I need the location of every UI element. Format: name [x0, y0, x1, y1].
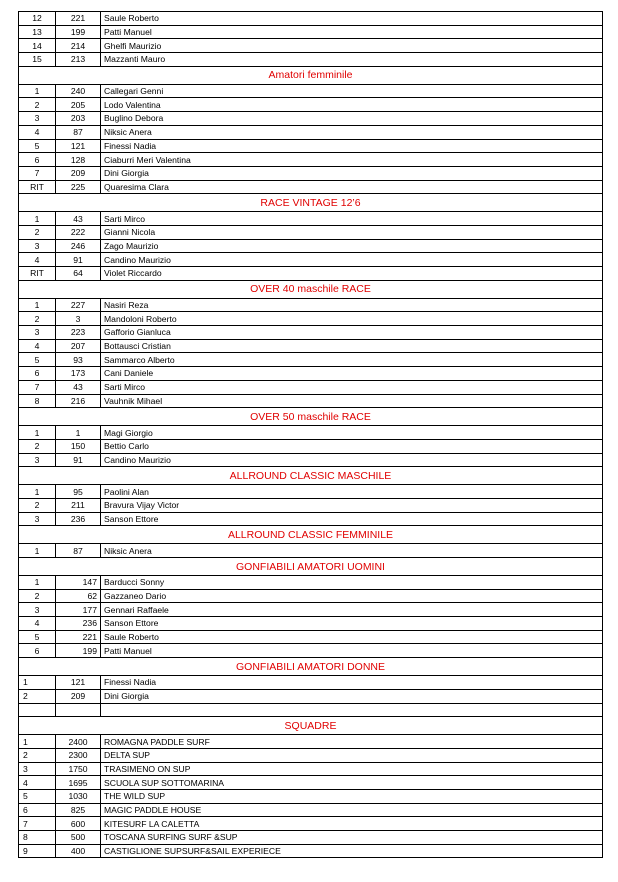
- table-row: [19, 644, 603, 658]
- table-row: [19, 426, 603, 440]
- rank-cell: 7: [19, 166, 56, 180]
- rank-cell: 1: [19, 485, 56, 499]
- rank-cell: 7: [19, 380, 56, 394]
- athlete-name-cell: Gazzaneo Dario: [101, 589, 603, 603]
- table-row: [19, 225, 603, 239]
- rank-cell: 4: [19, 776, 56, 790]
- athlete-name-cell: Paolini Alan: [101, 485, 603, 499]
- blank-row: [19, 703, 603, 717]
- bib-number-cell: 209: [56, 689, 101, 703]
- bib-number-cell: 128: [56, 153, 101, 167]
- rank-cell: 3: [19, 326, 56, 340]
- section-title: RACE VINTAGE 12’6: [19, 194, 603, 212]
- athlete-name-cell: Gianni Nicola: [101, 225, 603, 239]
- bib-number-cell: 199: [56, 25, 101, 39]
- table-row: [19, 748, 603, 762]
- rank-cell: 2: [19, 689, 56, 703]
- rank-cell: 4: [19, 617, 56, 631]
- bib-number-cell: 216: [56, 394, 101, 408]
- table-row: [19, 485, 603, 499]
- athlete-name-cell: Patti Manuel: [101, 644, 603, 658]
- results-table: [18, 11, 603, 858]
- athlete-name-cell: Bottausci Cristian: [101, 339, 603, 353]
- bib-number-cell: 64: [56, 267, 101, 281]
- rank-cell: 8: [19, 831, 56, 845]
- athlete-name-cell: Candino Maurizio: [101, 453, 603, 467]
- rank-cell: 8: [19, 394, 56, 408]
- rank-cell: 4: [19, 125, 56, 139]
- table-row: [19, 380, 603, 394]
- athlete-name-cell: Cani Daniele: [101, 367, 603, 381]
- bib-number-cell: 1030: [56, 789, 101, 803]
- athlete-name-cell: Ghelfi Maurizio: [101, 39, 603, 53]
- bib-number-cell: 43: [56, 212, 101, 226]
- bib-number-cell: 147: [56, 576, 101, 590]
- empty-cell: [56, 703, 101, 717]
- bib-number-cell: 121: [56, 139, 101, 153]
- table-row: [19, 39, 603, 53]
- section-title: SQUADRE: [19, 717, 603, 735]
- rank-cell: RIT: [19, 267, 56, 281]
- table-row: [19, 12, 603, 26]
- athlete-name-cell: Gennari Raffaele: [101, 603, 603, 617]
- table-row: [19, 153, 603, 167]
- athlete-name-cell: Zago Maurizio: [101, 239, 603, 253]
- bib-number-cell: 211: [56, 498, 101, 512]
- table-row: [19, 617, 603, 631]
- athlete-name-cell: Sanson Ettore: [101, 617, 603, 631]
- bib-number-cell: 600: [56, 817, 101, 831]
- table-row: [19, 353, 603, 367]
- rank-cell: 3: [19, 112, 56, 126]
- athlete-name-cell: Quaresima Clara: [101, 180, 603, 194]
- athlete-name-cell: TOSCANA SURFING SURF &SUP: [101, 831, 603, 845]
- table-row: [19, 498, 603, 512]
- bib-number-cell: 2300: [56, 748, 101, 762]
- athlete-name-cell: Vauhnik Mihael: [101, 394, 603, 408]
- bib-number-cell: 236: [56, 617, 101, 631]
- athlete-name-cell: Callegari Genni: [101, 84, 603, 98]
- rank-cell: 2: [19, 748, 56, 762]
- athlete-name-cell: Dini Giorgia: [101, 166, 603, 180]
- table-row: [19, 689, 603, 703]
- table-row: [19, 339, 603, 353]
- athlete-name-cell: CASTIGLIONE SUPSURF&SAIL EXPERIECE: [101, 844, 603, 858]
- rank-cell: 7: [19, 817, 56, 831]
- table-row: [19, 735, 603, 749]
- rank-cell: 1: [19, 676, 56, 690]
- rank-cell: 2: [19, 312, 56, 326]
- section-header: [19, 526, 603, 544]
- bib-number-cell: 177: [56, 603, 101, 617]
- bib-number-cell: 221: [56, 630, 101, 644]
- athlete-name-cell: Bravura Vijay Victor: [101, 498, 603, 512]
- table-row: [19, 630, 603, 644]
- bib-number-cell: 825: [56, 803, 101, 817]
- section-header: [19, 467, 603, 485]
- athlete-name-cell: Dini Giorgia: [101, 689, 603, 703]
- bib-number-cell: 240: [56, 84, 101, 98]
- athlete-name-cell: DELTA SUP: [101, 748, 603, 762]
- table-row: [19, 25, 603, 39]
- athlete-name-cell: Sarti Mirco: [101, 212, 603, 226]
- section-title: ALLROUND CLASSIC MASCHILE: [19, 467, 603, 485]
- bib-number-cell: 213: [56, 53, 101, 67]
- bib-number-cell: 221: [56, 12, 101, 26]
- rank-cell: 3: [19, 453, 56, 467]
- rank-cell: 13: [19, 25, 56, 39]
- rank-cell: 1: [19, 212, 56, 226]
- table-row: [19, 589, 603, 603]
- table-row: [19, 312, 603, 326]
- athlete-name-cell: Niksic Anera: [101, 544, 603, 558]
- athlete-name-cell: Sammarco Alberto: [101, 353, 603, 367]
- table-row: [19, 831, 603, 845]
- bib-number-cell: 222: [56, 225, 101, 239]
- rank-cell: 4: [19, 253, 56, 267]
- athlete-name-cell: Sarti Mirco: [101, 380, 603, 394]
- rank-cell: 1: [19, 84, 56, 98]
- rank-cell: 6: [19, 803, 56, 817]
- athlete-name-cell: Violet Riccardo: [101, 267, 603, 281]
- bib-number-cell: 500: [56, 831, 101, 845]
- athlete-name-cell: Bettio Carlo: [101, 439, 603, 453]
- table-row: [19, 803, 603, 817]
- results-sheet: [18, 11, 603, 858]
- bib-number-cell: 62: [56, 589, 101, 603]
- rank-cell: 5: [19, 630, 56, 644]
- section-header: [19, 280, 603, 298]
- bib-number-cell: 2400: [56, 735, 101, 749]
- athlete-name-cell: Nasiri Reza: [101, 298, 603, 312]
- rank-cell: 3: [19, 239, 56, 253]
- athlete-name-cell: Ciaburri Meri Valentina: [101, 153, 603, 167]
- rank-cell: 4: [19, 339, 56, 353]
- rank-cell: RIT: [19, 180, 56, 194]
- table-row: [19, 298, 603, 312]
- bib-number-cell: 121: [56, 676, 101, 690]
- athlete-name-cell: Sanson Ettore: [101, 512, 603, 526]
- table-row: [19, 789, 603, 803]
- table-row: [19, 394, 603, 408]
- section-header: [19, 717, 603, 735]
- bib-number-cell: 236: [56, 512, 101, 526]
- section-header: [19, 408, 603, 426]
- bib-number-cell: 93: [56, 353, 101, 367]
- table-row: [19, 180, 603, 194]
- rank-cell: 3: [19, 512, 56, 526]
- rank-cell: 5: [19, 139, 56, 153]
- bib-number-cell: 227: [56, 298, 101, 312]
- rank-cell: 2: [19, 439, 56, 453]
- rank-cell: 6: [19, 153, 56, 167]
- bib-number-cell: 150: [56, 439, 101, 453]
- bib-number-cell: 1695: [56, 776, 101, 790]
- table-row: [19, 112, 603, 126]
- athlete-name-cell: Niksic Anera: [101, 125, 603, 139]
- rank-cell: 14: [19, 39, 56, 53]
- bib-number-cell: 173: [56, 367, 101, 381]
- athlete-name-cell: Lodo Valentina: [101, 98, 603, 112]
- athlete-name-cell: THE WILD SUP: [101, 789, 603, 803]
- bib-number-cell: 223: [56, 326, 101, 340]
- section-header: [19, 194, 603, 212]
- section-header: [19, 658, 603, 676]
- rank-cell: 3: [19, 762, 56, 776]
- bib-number-cell: 1750: [56, 762, 101, 776]
- table-row: [19, 576, 603, 590]
- bib-number-cell: 203: [56, 112, 101, 126]
- bib-number-cell: 43: [56, 380, 101, 394]
- rank-cell: 2: [19, 98, 56, 112]
- empty-cell: [101, 703, 603, 717]
- bib-number-cell: 91: [56, 453, 101, 467]
- rank-cell: 2: [19, 225, 56, 239]
- bib-number-cell: 95: [56, 485, 101, 499]
- rank-cell: 6: [19, 644, 56, 658]
- table-row: [19, 512, 603, 526]
- bib-number-cell: 3: [56, 312, 101, 326]
- athlete-name-cell: Finessi Nadia: [101, 139, 603, 153]
- athlete-name-cell: Mazzanti Mauro: [101, 53, 603, 67]
- table-row: [19, 139, 603, 153]
- bib-number-cell: 207: [56, 339, 101, 353]
- rank-cell: 1: [19, 298, 56, 312]
- bib-number-cell: 225: [56, 180, 101, 194]
- empty-cell: [19, 703, 56, 717]
- rank-cell: 5: [19, 353, 56, 367]
- bib-number-cell: 214: [56, 39, 101, 53]
- table-row: [19, 98, 603, 112]
- bib-number-cell: 199: [56, 644, 101, 658]
- table-row: [19, 212, 603, 226]
- athlete-name-cell: Candino Maurizio: [101, 253, 603, 267]
- table-row: [19, 253, 603, 267]
- table-row: [19, 84, 603, 98]
- section-title: OVER 50 maschile RACE: [19, 408, 603, 426]
- bib-number-cell: 87: [56, 125, 101, 139]
- athlete-name-cell: ROMAGNA PADDLE SURF: [101, 735, 603, 749]
- section-title: ALLROUND CLASSIC FEMMINILE: [19, 526, 603, 544]
- section-title: OVER 40 maschile RACE: [19, 280, 603, 298]
- table-row: [19, 166, 603, 180]
- athlete-name-cell: KITESURF LA CALETTA: [101, 817, 603, 831]
- athlete-name-cell: Magi Giorgio: [101, 426, 603, 440]
- athlete-name-cell: Gafforio Gianluca: [101, 326, 603, 340]
- athlete-name-cell: SCUOLA SUP SOTTOMARINA: [101, 776, 603, 790]
- rank-cell: 1: [19, 735, 56, 749]
- athlete-name-cell: Mandoloni Roberto: [101, 312, 603, 326]
- bib-number-cell: 205: [56, 98, 101, 112]
- table-row: [19, 453, 603, 467]
- bib-number-cell: 87: [56, 544, 101, 558]
- bib-number-cell: 400: [56, 844, 101, 858]
- table-row: [19, 439, 603, 453]
- rank-cell: 3: [19, 603, 56, 617]
- athlete-name-cell: MAGIC PADDLE HOUSE: [101, 803, 603, 817]
- section-header: [19, 66, 603, 84]
- athlete-name-cell: Buglino Debora: [101, 112, 603, 126]
- bib-number-cell: 246: [56, 239, 101, 253]
- athlete-name-cell: Barducci Sonny: [101, 576, 603, 590]
- table-row: [19, 603, 603, 617]
- bib-number-cell: 91: [56, 253, 101, 267]
- rank-cell: 1: [19, 426, 56, 440]
- bib-number-cell: 1: [56, 426, 101, 440]
- table-row: [19, 125, 603, 139]
- rank-cell: 1: [19, 544, 56, 558]
- table-row: [19, 53, 603, 67]
- rank-cell: 15: [19, 53, 56, 67]
- rank-cell: 1: [19, 576, 56, 590]
- table-row: [19, 239, 603, 253]
- section-title: Amatori femminile: [19, 66, 603, 84]
- section-title: GONFIABILI AMATORI DONNE: [19, 658, 603, 676]
- table-row: [19, 544, 603, 558]
- athlete-name-cell: Finessi Nadia: [101, 676, 603, 690]
- section-header: [19, 558, 603, 576]
- bib-number-cell: 209: [56, 166, 101, 180]
- table-row: [19, 844, 603, 858]
- rank-cell: 9: [19, 844, 56, 858]
- table-row: [19, 326, 603, 340]
- athlete-name-cell: TRASIMENO ON SUP: [101, 762, 603, 776]
- table-row: [19, 267, 603, 281]
- table-row: [19, 676, 603, 690]
- rank-cell: 5: [19, 789, 56, 803]
- table-row: [19, 776, 603, 790]
- section-title: GONFIABILI AMATORI UOMINI: [19, 558, 603, 576]
- athlete-name-cell: Saule Roberto: [101, 630, 603, 644]
- table-row: [19, 762, 603, 776]
- athlete-name-cell: Saule Roberto: [101, 12, 603, 26]
- results-table-body: [19, 12, 603, 858]
- rank-cell: 12: [19, 12, 56, 26]
- table-row: [19, 817, 603, 831]
- rank-cell: 2: [19, 498, 56, 512]
- rank-cell: 2: [19, 589, 56, 603]
- athlete-name-cell: Patti Manuel: [101, 25, 603, 39]
- rank-cell: 6: [19, 367, 56, 381]
- table-row: [19, 367, 603, 381]
